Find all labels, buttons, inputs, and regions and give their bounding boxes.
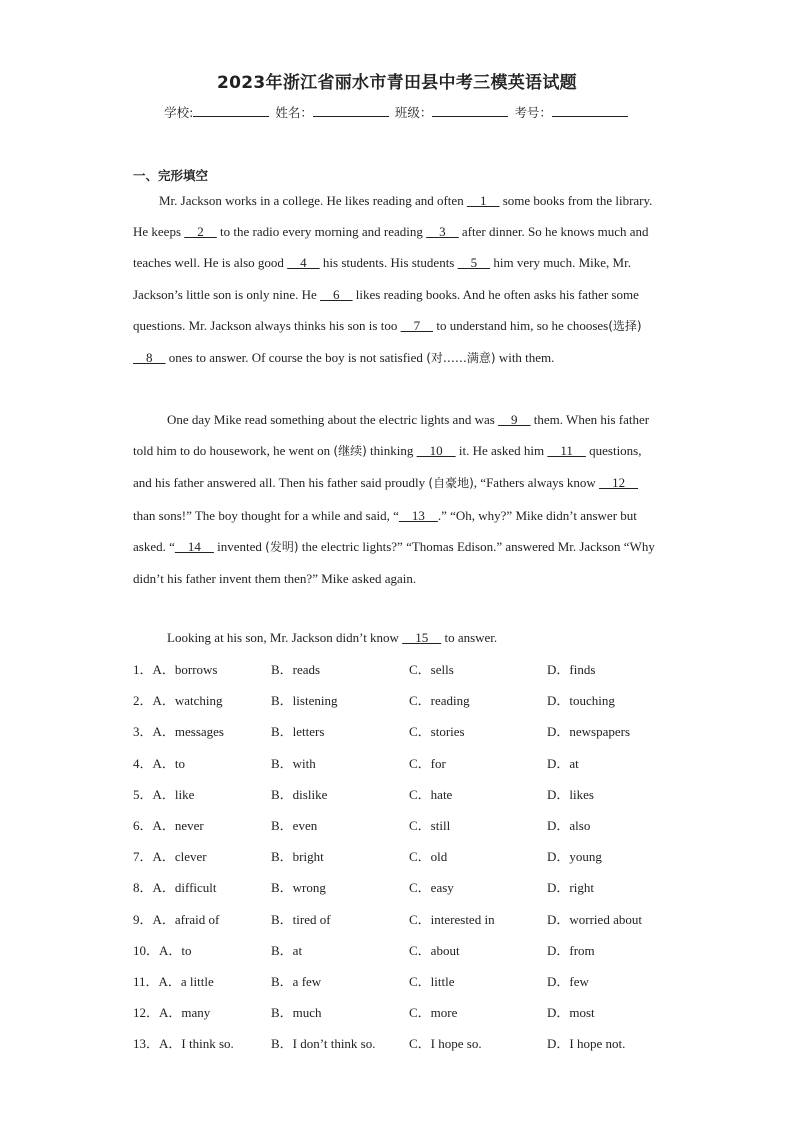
chinese-gloss: (发明) [265, 539, 299, 554]
passage-text: with them. [495, 350, 555, 366]
blank-4: 4 [287, 255, 320, 271]
passage-text: questions, and his father answered all. Then his father said proudly [133, 443, 642, 491]
option-d[interactable]: D．most [547, 1005, 595, 1021]
option-a[interactable]: 10．A．to [133, 942, 192, 958]
blank-12: 12 [599, 475, 639, 491]
passage-text: likes reading books. And he often asks his father some questions. Mr. Jackson always thinks his son is too [133, 286, 639, 333]
option-a[interactable]: 5．A．like [133, 786, 195, 802]
passage-text: to the radio every morning and reading [216, 224, 427, 240]
passage-text: his students. His students [319, 255, 458, 271]
option-row-13 [133, 1027, 673, 1058]
option-a[interactable]: 1．A．borrows [133, 662, 218, 678]
chinese-gloss: (选择) [608, 318, 642, 333]
class-label: 班级： [394, 105, 433, 120]
passage-text: him very much. Mike, Mr. Jackson’s little son is only nine. He [133, 255, 631, 302]
option-c[interactable]: C．for [409, 755, 446, 771]
option-a[interactable]: 4．A．to [133, 755, 186, 771]
passage-text: to understand him, so he chooses [433, 317, 609, 333]
chinese-gloss: (对……满意) [426, 351, 496, 366]
options-list [133, 653, 673, 1058]
option-b[interactable]: B．at [271, 942, 303, 958]
exam-number-field[interactable] [552, 104, 628, 117]
option-d[interactable]: D．newspapers [547, 724, 631, 740]
blank-13: 13 [398, 507, 438, 523]
option-b[interactable]: B．reads [271, 662, 321, 678]
option-c[interactable]: C．reading [409, 693, 470, 709]
option-c[interactable]: C．more [409, 1005, 458, 1021]
option-d[interactable]: D．few [547, 973, 589, 989]
passage-text: Mr. Jackson works in a college. He likes reading and often [159, 193, 467, 208]
option-b[interactable]: B．letters [271, 724, 325, 740]
passage-paragraph-1 [133, 185, 663, 374]
option-d[interactable]: D．young [547, 849, 602, 865]
option-d[interactable]: D．likes [547, 786, 594, 802]
option-c[interactable]: C．old [409, 849, 448, 865]
option-a[interactable]: 3．A．messages [133, 724, 224, 740]
option-c[interactable]: C．I hope so. [409, 1036, 482, 1052]
passage-text: thinking [366, 443, 417, 459]
option-row-11 [133, 965, 673, 996]
option-d[interactable]: D．right [547, 880, 594, 896]
option-row-7 [133, 840, 673, 871]
option-row-8 [133, 871, 673, 902]
option-b[interactable]: B．a few [271, 973, 322, 989]
option-row-6 [133, 809, 673, 840]
option-b[interactable]: B．dislike [271, 786, 328, 802]
passage-text: to answer. [441, 630, 498, 645]
option-b[interactable]: B．even [271, 818, 318, 834]
exam-number-label: 考号： [514, 105, 552, 120]
option-b[interactable]: B．listening [271, 693, 338, 709]
chinese-gloss: (自豪地) [428, 476, 474, 491]
blank-11: 11 [547, 443, 586, 459]
option-row-3 [133, 715, 673, 746]
blank-7: 7 [400, 317, 434, 333]
option-row-9 [133, 903, 673, 934]
blank-14: 14 [174, 538, 214, 554]
option-a[interactable]: 9．A．afraid of [133, 911, 220, 927]
option-d[interactable]: D．at [547, 755, 579, 771]
option-c[interactable]: C．still [409, 818, 451, 834]
option-c[interactable]: C．sells [409, 662, 454, 678]
option-row-10 [133, 934, 673, 965]
passage-text: some books from the library. He keeps [133, 193, 653, 240]
option-row-5 [133, 778, 673, 809]
option-d[interactable]: D．finds [547, 662, 596, 678]
option-c[interactable]: C．little [409, 973, 455, 989]
option-b[interactable]: B．much [271, 1005, 322, 1021]
option-b[interactable]: B．tired of [271, 911, 331, 927]
passage-paragraph-2 [133, 404, 663, 594]
option-a[interactable]: 6．A．never [133, 818, 204, 834]
passage-text: invented [213, 538, 266, 554]
passage-paragraph-3 [133, 622, 663, 653]
option-d[interactable]: D．I hope not. [547, 1036, 626, 1052]
passage-text: ones to answer. Of course the boy is not satisfied [165, 350, 427, 366]
passage-text: , “Fathers always know [473, 475, 600, 491]
option-d[interactable]: D．also [547, 818, 591, 834]
blank-8: 8 [133, 350, 166, 366]
option-c[interactable]: C．hate [409, 786, 453, 802]
option-b[interactable]: B．wrong [271, 880, 326, 896]
passage-text: .” “Oh, why?” Mike didn’t answer but asked. “ [133, 507, 637, 554]
option-c[interactable]: C．about [409, 942, 460, 958]
option-d[interactable]: D．touching [547, 693, 615, 709]
section-title: 一、完形填空 [133, 168, 209, 183]
student-info-line [0, 103, 794, 121]
name-field[interactable] [313, 104, 389, 117]
option-b[interactable]: B．I don’t think so. [271, 1036, 376, 1052]
option-a[interactable]: 13．A．I think so. [133, 1036, 234, 1052]
option-d[interactable]: D．worried about [547, 911, 642, 927]
option-row-4 [133, 747, 673, 778]
option-c[interactable]: C．interested in [409, 911, 495, 927]
option-b[interactable]: B．with [271, 755, 316, 771]
option-c[interactable]: C．stories [409, 724, 465, 740]
passage-text: it. He asked him [455, 443, 548, 459]
chinese-gloss: (继续) [333, 444, 367, 459]
passage-text: One day Mike read something about the electric lights and was [167, 412, 499, 427]
option-a[interactable]: 8．A．difficult [133, 880, 217, 896]
option-d[interactable]: D．from [547, 942, 595, 958]
passage-text: the electric lights?” “Thomas Edison.” answered Mr. Jackson “Why didn’t his father invent them then?” Mike asked again. [133, 538, 655, 587]
page-title: 2023年浙江省丽水市青田县中考三模英语试题 [217, 73, 577, 93]
passage-text: them. When his father told him to do housework, he went on [133, 412, 650, 459]
passage-text: than sons!” The boy thought for a while and said, “ [133, 507, 399, 523]
option-row-2 [133, 684, 673, 715]
name-label: 姓名： [275, 105, 313, 120]
blank-3: 3 [426, 224, 459, 240]
option-b[interactable]: B．bright [271, 849, 324, 865]
option-a[interactable]: 12．A．many [133, 1005, 211, 1021]
blank-9: 9 [498, 412, 531, 427]
option-c[interactable]: C．easy [409, 880, 454, 896]
blank-2: 2 [184, 224, 217, 240]
school-field[interactable] [193, 104, 269, 117]
school-label: 学校: [164, 105, 194, 120]
class-field[interactable] [432, 104, 508, 117]
blank-6: 6 [320, 286, 353, 302]
option-a[interactable]: 11．A．a little [133, 973, 214, 989]
option-row-12 [133, 996, 673, 1027]
passage-text: after dinner. So he knows much and teaches well. He is also good [133, 224, 649, 271]
option-a[interactable]: 2．A．watching [133, 693, 223, 709]
option-a[interactable]: 7．A．clever [133, 849, 207, 865]
blank-10: 10 [416, 443, 456, 459]
option-row-1 [133, 653, 673, 684]
blank-1: 1 [466, 193, 500, 208]
blank-15: 15 [402, 630, 442, 645]
blank-5: 5 [457, 255, 491, 271]
passage-text: Looking at his son, Mr. Jackson didn’t know [167, 630, 403, 645]
